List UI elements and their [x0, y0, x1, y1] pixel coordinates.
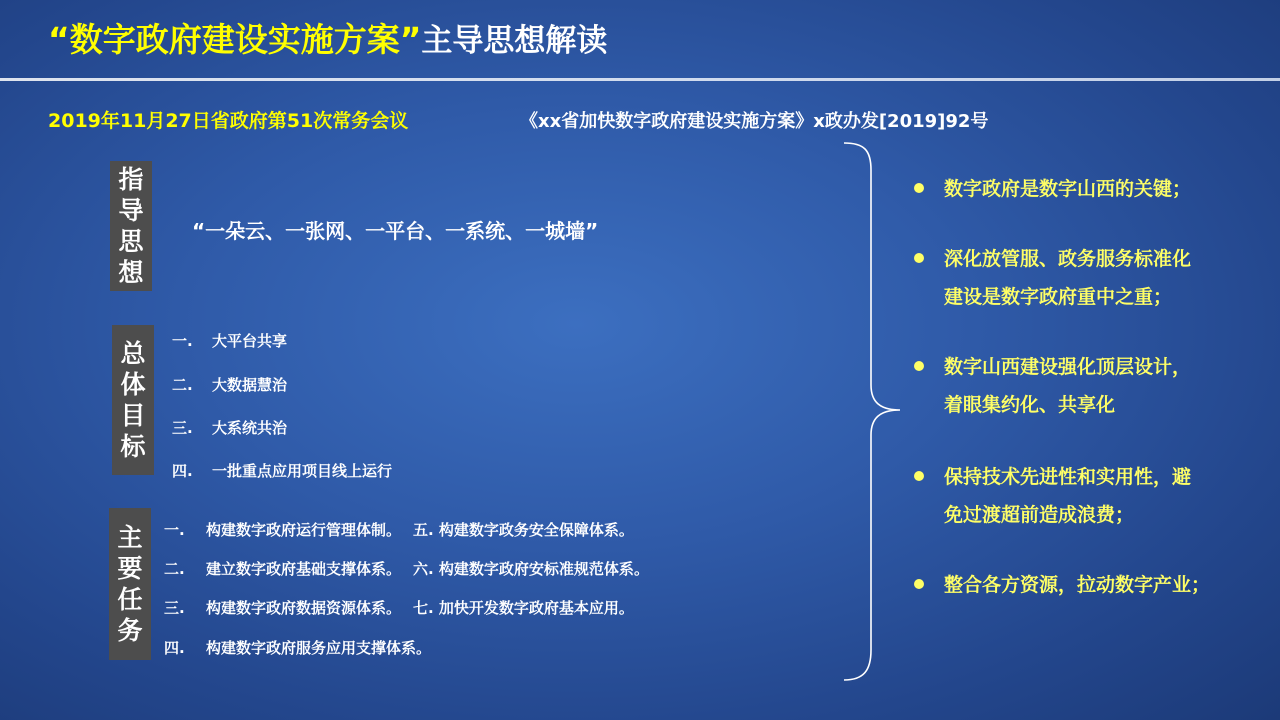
label-char: 想 — [118, 258, 144, 287]
label-char: 主 — [117, 523, 143, 552]
task-number: 四. — [164, 639, 185, 657]
key-point-line: 深化放管服、政务服务标准化 — [944, 248, 1192, 270]
task-text-second: 五. 构建数字政务安全保障体系。 — [413, 521, 634, 539]
label-char: 总 — [120, 339, 146, 368]
task-row — [164, 637, 443, 658]
goal-number: 三. — [172, 419, 193, 437]
key-point — [914, 348, 1254, 424]
label-char: 指 — [118, 165, 144, 194]
goal-item — [172, 417, 287, 438]
key-point-line: 着眼集约化、共享化 — [944, 394, 1116, 416]
task-row — [164, 597, 634, 618]
goal-item — [172, 330, 287, 351]
task-row — [164, 519, 634, 540]
bullet-dot-icon — [914, 361, 924, 371]
key-point-line: 建设是数字政府重中之重； — [944, 286, 1173, 308]
title-highlight: “数字政府建设实施方案” — [48, 20, 422, 59]
key-point-line: 数字政府是数字山西的关键； — [944, 178, 1192, 200]
curly-brace — [838, 140, 908, 685]
bullet-dot-icon — [914, 471, 924, 481]
bullet-dot-icon — [914, 579, 924, 589]
goal-text: 一批重点应用项目线上运行 — [212, 462, 393, 480]
label-guiding-thought — [110, 161, 152, 291]
task-number: 二. — [164, 560, 185, 578]
key-point — [914, 170, 1254, 208]
label-char: 标 — [120, 432, 146, 461]
task-text-second: 七. 加快开发数字政府基本应用。 — [413, 599, 634, 617]
key-point-line: 免过渡超前造成浪费； — [944, 504, 1135, 526]
key-point-line: 整合各方资源，拉动数字产业； — [944, 574, 1211, 596]
key-point — [914, 240, 1254, 316]
bullet-dot-icon — [914, 253, 924, 263]
key-point — [914, 458, 1254, 534]
task-text: 构建数字政府运行管理体制。 — [206, 521, 402, 539]
label-char: 体 — [120, 370, 146, 399]
goal-text: 大平台共享 — [212, 332, 288, 350]
task-number: 一. — [164, 521, 185, 539]
goal-number: 二. — [172, 376, 193, 394]
task-text: 建立数字政府基础支撑体系。 — [206, 560, 402, 578]
task-row — [164, 558, 649, 579]
title-divider — [0, 78, 1280, 81]
task-text: 构建数字政府数据资源体系。 — [206, 599, 402, 617]
task-text-second: 六. 构建数字政府安标准规范体系。 — [413, 560, 649, 578]
label-char: 务 — [117, 616, 143, 645]
guiding-slogan: “一朵云、一张网、一平台、一系统、一城墙” — [192, 219, 599, 243]
task-text: 构建数字政府服务应用支撑体系。 — [206, 639, 432, 657]
meeting-info: 2019年11月27日省政府第51次常务会议 — [48, 110, 409, 132]
goal-text: 大数据慧治 — [212, 376, 288, 394]
key-point — [914, 566, 1254, 604]
label-char: 思 — [118, 227, 144, 256]
goal-text: 大系统共治 — [212, 419, 288, 437]
goal-number: 四. — [172, 462, 193, 480]
label-char: 任 — [117, 585, 143, 614]
key-point-line: 保持技术先进性和实用性，避 — [944, 466, 1192, 488]
title-rest: 主导思想解读 — [421, 23, 608, 59]
label-overall-goals — [112, 325, 154, 475]
task-number: 三. — [164, 599, 185, 617]
label-char: 目 — [120, 401, 146, 430]
goal-item — [172, 460, 392, 481]
document-reference: 《xx省加快数字政府建设实施方案》x政办发[2019]92号 — [520, 111, 989, 132]
key-point-line: 数字山西建设强化顶层设计， — [944, 356, 1192, 378]
label-main-tasks — [109, 508, 151, 660]
label-char: 要 — [117, 554, 143, 583]
goal-number: 一. — [172, 332, 193, 350]
page-title — [48, 18, 607, 62]
bullet-dot-icon — [914, 183, 924, 193]
label-char: 导 — [118, 196, 144, 225]
goal-item — [172, 374, 287, 395]
